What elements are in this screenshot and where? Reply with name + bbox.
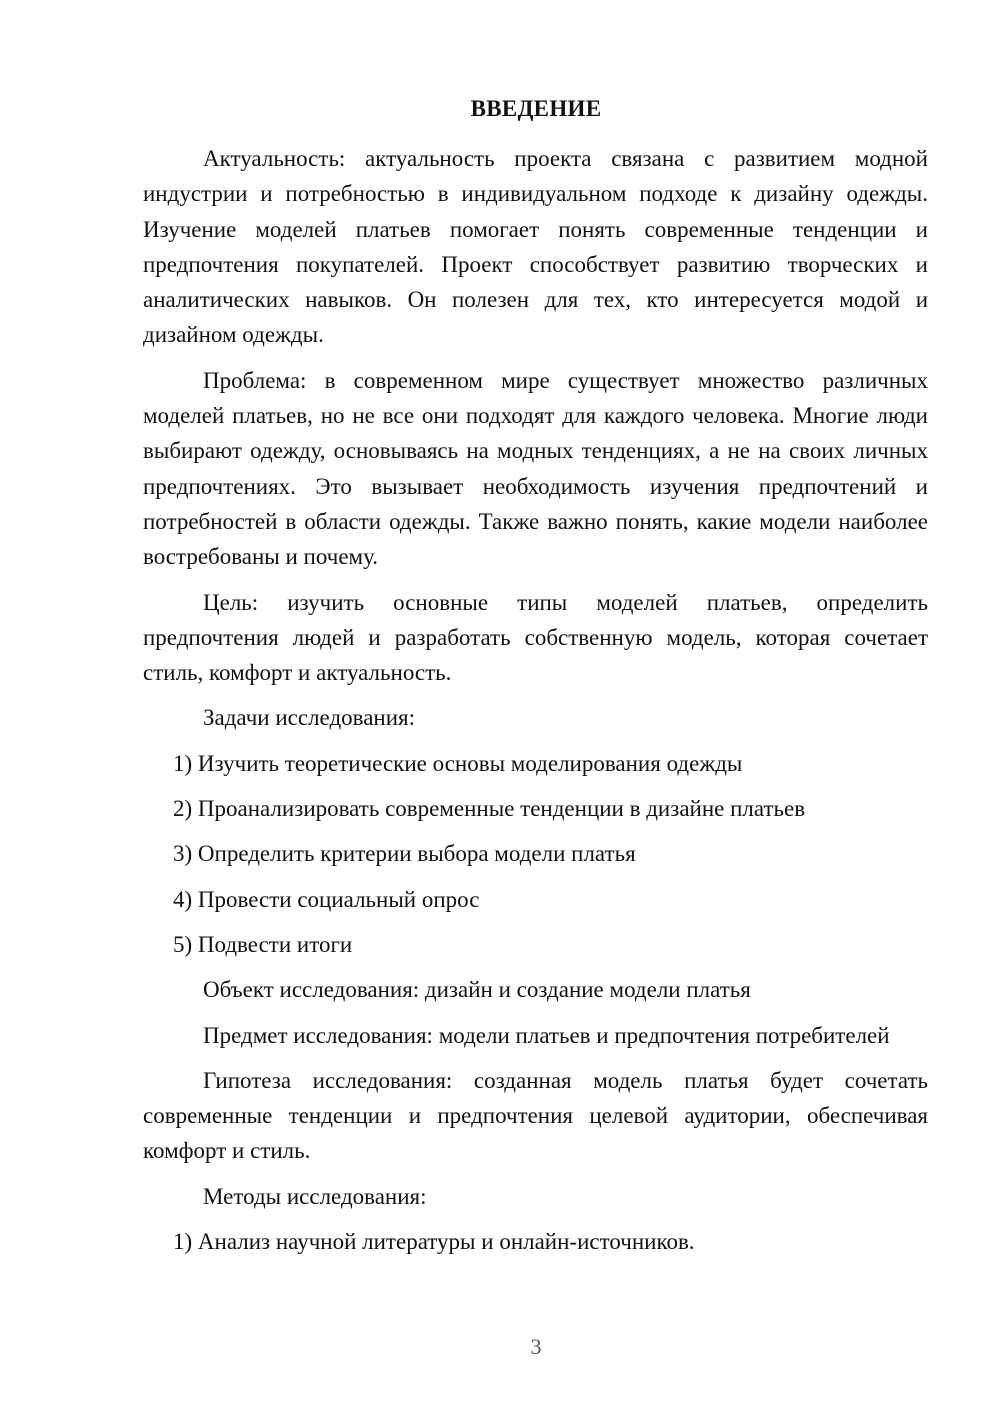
document-body (143, 141, 928, 1269)
goal-paragraph: Цель: изучить основные типы моделей платьев, определить предпочтения людей и разработать собственную модель, которая сочетает стиль, комфорт и актуальность. (143, 589, 928, 686)
page-title: ВВЕДЕНИЕ (470, 96, 602, 121)
task-item: 4) Провести социальный опрос (173, 886, 480, 912)
methods-heading: Методы исследования: (203, 1183, 427, 1209)
hypothesis-paragraph: Гипотеза исследования: созданная модель платья будет сочетать современные тенденции и предпочтения целевой аудитории, обеспечивая комфорт и стиль. (143, 1067, 928, 1164)
method-item: 1) Анализ научной литературы и онлайн-источников. (173, 1229, 695, 1255)
problem-paragraph: Проблема: в современном мире существует множество различных моделей платьев, но не все они подходят для каждого человека. Многие люди выбирают одежду, основываясь на модных тенденциях, а не на своих личных предпочтениях. Это вызывает необходимость изучения предпочтений и потребностей в области одежды. Также важно понять, какие модели наиболее востребованы и почему. (143, 367, 928, 570)
tasks-heading: Задачи исследования: (203, 705, 416, 731)
page-number: 3 (530, 1334, 542, 1359)
relevance-paragraph: Актуальность: актуальность проекта связана с развитием модной индустрии и потребностью в индивидуальном подходе к дизайну одежды. Изучение моделей платьев помогает понять современные тенденции и предпочтения покупателей. Проект способствует развитию творческих и аналитических навыков. Он полезен для тех, кто интересуется модой и дизайном одежды. (143, 146, 928, 348)
methods-list (143, 1224, 928, 1259)
object-paragraph: Объект исследования: дизайн и создание модели платья (203, 977, 751, 1003)
subject-paragraph: Предмет исследования: модели платьев и предпочтения потребителей (203, 1022, 890, 1048)
task-item: 3) Определить критерии выбора модели платья (173, 841, 636, 867)
task-item: 5) Подвести итоги (173, 931, 353, 957)
task-item: 2) Проанализировать современные тенденции в дизайне платьев (173, 796, 806, 822)
task-item: 1) Изучить теоретические основы моделирования одежды (173, 750, 743, 776)
tasks-list (143, 746, 928, 962)
